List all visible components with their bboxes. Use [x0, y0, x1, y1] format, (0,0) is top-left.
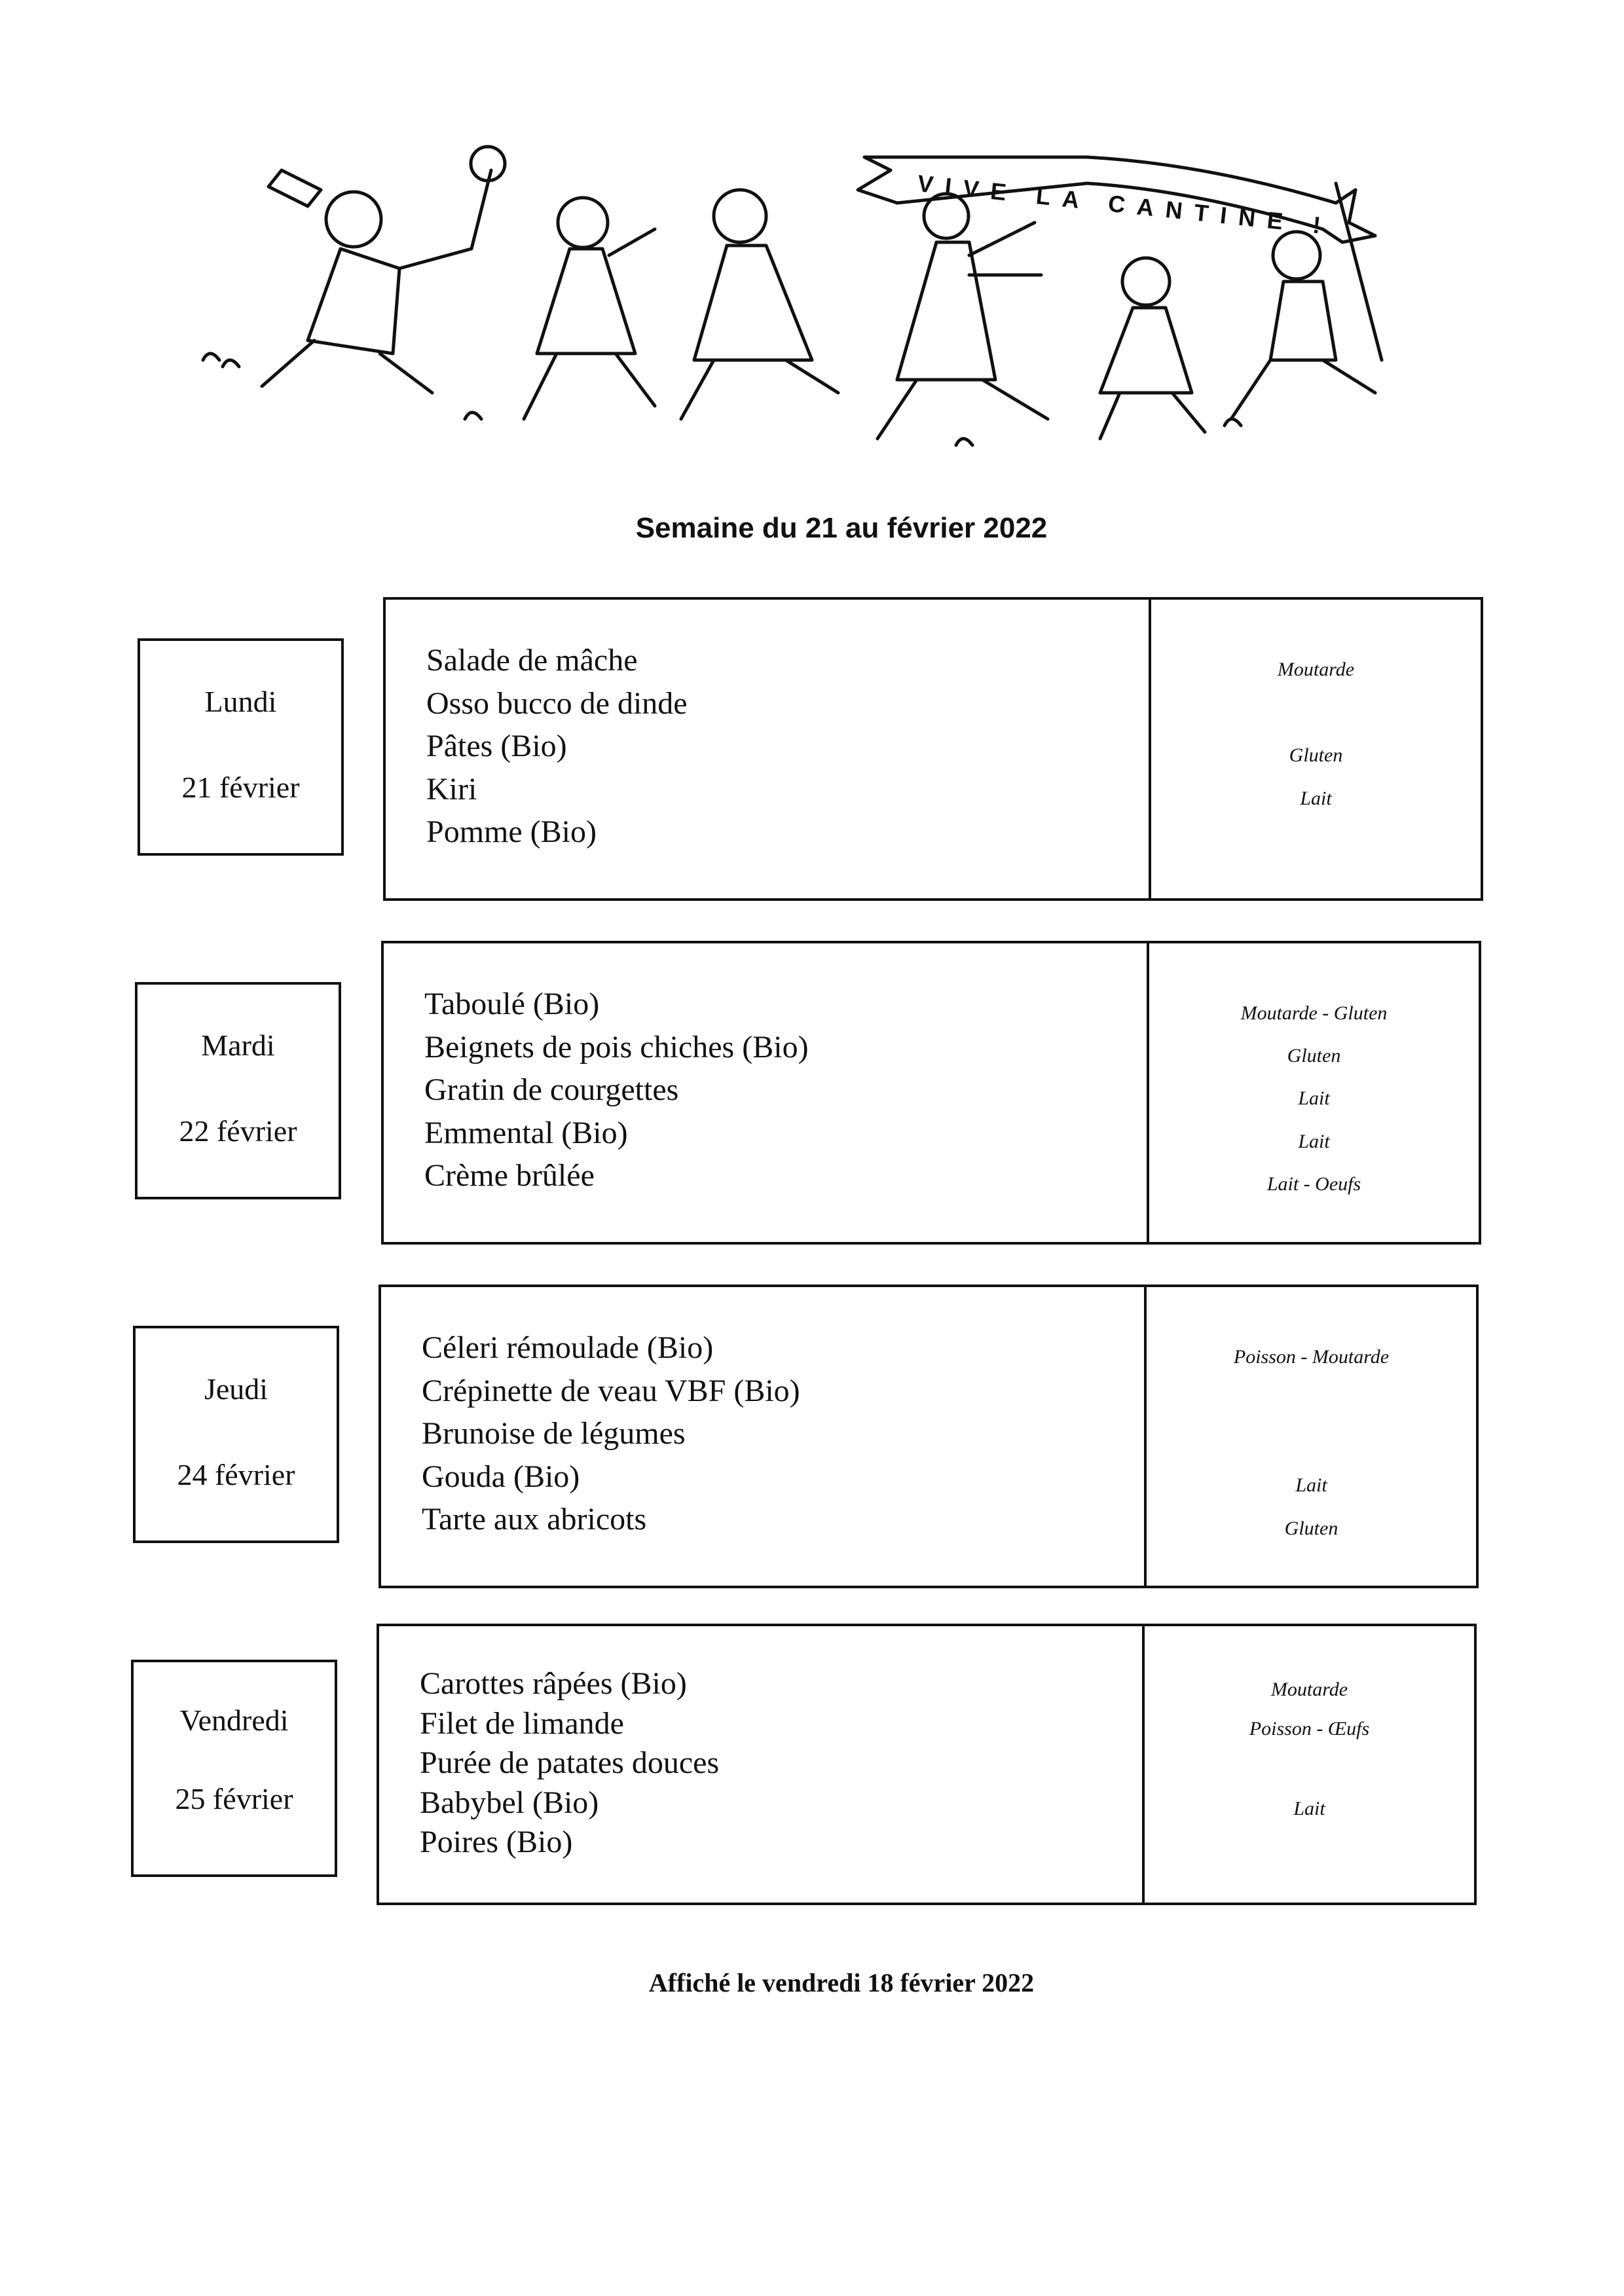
running-kids-drawing — [183, 144, 1428, 484]
day-label-box — [135, 982, 341, 1199]
day-date: 25 février — [175, 1782, 293, 1815]
dish-item: Gratin de courgettes — [424, 1072, 679, 1107]
dish-list — [426, 639, 688, 854]
dishes-column — [386, 600, 1151, 898]
dish-item: Emmental (Bio) — [424, 1115, 628, 1150]
allergen-note: Lait — [1300, 788, 1332, 809]
day-label-box — [138, 638, 344, 856]
allergen-note: Gluten — [1284, 1518, 1338, 1539]
dishes-column — [384, 943, 1149, 1242]
day-date: 21 février — [181, 771, 300, 804]
dish-item: Kiri — [426, 771, 477, 807]
menu-table — [381, 941, 1481, 1245]
dish-item: Pâtes (Bio) — [426, 729, 567, 763]
dish-item: Pomme (Bio) — [426, 814, 597, 849]
allergen-note: Lait — [1298, 1131, 1330, 1152]
dishes-column — [379, 1626, 1145, 1903]
day-name: Mardi — [201, 1029, 275, 1062]
allergens-column — [1151, 600, 1481, 898]
allergens-column — [1149, 943, 1479, 1242]
dish-item: Salade de mâche — [426, 643, 638, 678]
dish-item: Gouda (Bio) — [422, 1459, 580, 1494]
day-date: 22 février — [179, 1114, 297, 1148]
dish-item: Beignets de pois chiches (Bio) — [424, 1029, 809, 1065]
cantine-banner-illustration — [183, 144, 1428, 484]
allergen-note: Moutarde — [1277, 659, 1355, 680]
day-label-box — [131, 1660, 337, 1877]
allergen-note: Moutarde — [1270, 1679, 1348, 1700]
dish-item: Crépinette de veau VBF (Bio) — [422, 1373, 800, 1408]
dish-item: Carottes râpées (Bio) — [420, 1666, 687, 1701]
allergen-note: Lait — [1293, 1798, 1325, 1819]
allergen-note: Lait - Oeufs — [1266, 1173, 1361, 1195]
menu-table — [383, 597, 1483, 901]
allergen-note: Moutarde - Gluten — [1240, 1002, 1388, 1024]
allergen-note: Poisson - Œufs — [1249, 1718, 1370, 1740]
menu-table — [378, 1285, 1479, 1588]
dish-list — [420, 1664, 719, 1863]
allergen-note: Gluten — [1289, 744, 1343, 766]
banner-slogan: VIVE LA CANTINE ! — [916, 170, 1334, 240]
allergens-column — [1147, 1287, 1476, 1586]
dishes-column — [381, 1287, 1147, 1586]
dish-item: Babybel (Bio) — [420, 1785, 599, 1820]
week-title: Semaine du 21 au février 2022 — [635, 512, 1048, 544]
dish-list — [424, 983, 809, 1197]
dish-list — [422, 1326, 800, 1541]
allergen-note: Poisson - Moutarde — [1233, 1346, 1390, 1368]
dish-item: Brunoise de légumes — [422, 1416, 686, 1451]
dish-item: Céleri rémoulade (Bio) — [422, 1330, 714, 1365]
day-name: Lundi — [204, 685, 277, 718]
day-date: 24 février — [177, 1458, 295, 1491]
allergens-column — [1145, 1626, 1474, 1903]
day-name: Vendredi — [179, 1704, 289, 1737]
day-label-box — [133, 1326, 339, 1543]
dish-item: Crème brûlée — [424, 1158, 595, 1193]
dish-item: Poires (Bio) — [420, 1825, 573, 1859]
allergen-note: Lait — [1298, 1087, 1330, 1109]
posted-date-footer: Affiché le vendredi 18 février 2022 — [648, 1968, 1035, 1997]
allergen-note: Lait — [1295, 1474, 1327, 1496]
dish-item: Purée de patates douces — [420, 1745, 720, 1780]
day-name: Jeudi — [204, 1372, 268, 1406]
dish-item: Tarte aux abricots — [422, 1502, 647, 1537]
allergen-note: Gluten — [1287, 1045, 1341, 1066]
dish-item: Osso bucco de dinde — [426, 685, 688, 721]
menu-table — [377, 1624, 1477, 1905]
dish-item: Filet de limande — [420, 1705, 624, 1741]
dish-item: Taboulé (Bio) — [424, 987, 600, 1021]
